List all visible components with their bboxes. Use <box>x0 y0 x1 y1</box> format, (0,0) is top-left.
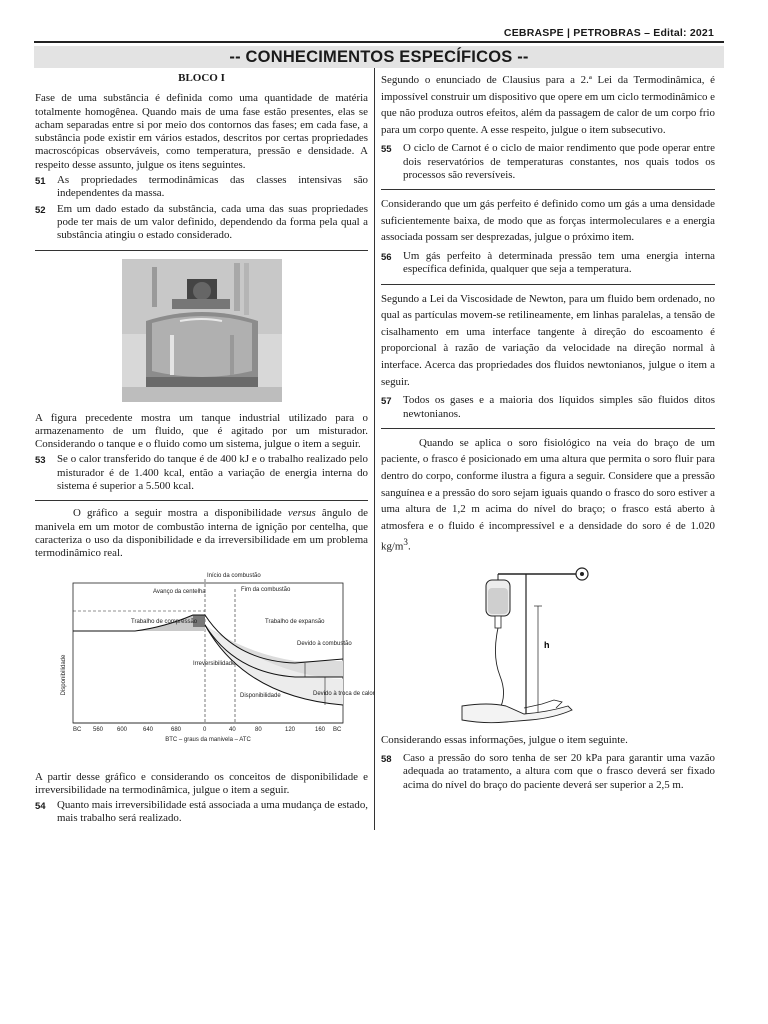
question-number: 57 <box>381 396 392 408</box>
graph-paragraph: A partir desse gráfico e considerando os conceitos de disponibilidade e irreversibilidade na termodinâmica, julgue o item a seguir. <box>35 770 368 796</box>
tick-label: 0 <box>203 726 207 733</box>
label-avanco: Avanço da centelha <box>153 588 206 595</box>
tick-bc-left: BC <box>73 726 82 733</box>
section-title: -- CONHECIMENTOS ESPECÍFICOS -- <box>34 46 724 68</box>
question-item <box>381 752 715 792</box>
graph-xlabel: BTC – graus da manivela – ATC <box>165 736 251 743</box>
soro-paragraph <box>381 435 715 556</box>
question-text: Todos os gases e a maioria dos líquidos simples são fluidos ditos newtonianos. <box>403 394 715 420</box>
tick-label: 600 <box>117 726 128 733</box>
tick-label: 680 <box>171 726 182 733</box>
label-disp: Disponibilidade <box>240 692 281 699</box>
label-inicio: Início da combustão <box>207 572 261 579</box>
soro-superscript: 3 <box>403 537 408 548</box>
question-item <box>381 250 715 277</box>
label-fim: Fim da combustão <box>241 586 291 593</box>
question-number: 54 <box>35 801 46 813</box>
section-divider <box>35 250 368 251</box>
graph-intro-b: ângulo de manivela em um motor de combustão interna de ignição por centelha, que caracteriza o uso da disponibilidade e da irreversibilidade em um problema termodinâmico real. <box>35 507 368 560</box>
question-text: Um gás perfeito à determinada pressão tem uma energia interna específica definida, qualquer que seja a temperatura. <box>403 250 715 276</box>
question-item <box>35 799 368 826</box>
graph-intro-italic: versus <box>287 507 316 520</box>
tick-label: 560 <box>93 726 104 733</box>
question-text: Caso a pressão do soro tenha de ser 20 kPa para garantir uma vazão adequada ao tratamento, a altura com que o frasco deverá ser fixado acima do nível do braço do paciente deverá ser superior a 2,5 m. <box>403 752 715 791</box>
label-devido-comb: Devido à combustão <box>297 640 352 647</box>
tick-label: 40 <box>229 726 236 733</box>
availability-graph <box>35 565 375 765</box>
tick-label: 160 <box>315 726 326 733</box>
clausius-paragraph: Segundo o enunciado de Clausius para a 2.ª Lei da Termodinâmica, é impossível construir um dispositivo que opere em um ciclo termodinâmico e que não produza outros efeitos, além da passagem de calor de um corpo frio para um corpo quente. A esse respeito, julgue o item subsecutivo. <box>381 74 715 136</box>
question-text: Quanto mais irreversibilidade está associada a uma mudança de estado, mais trabalho será realizado. <box>57 799 368 825</box>
soro-end: . <box>407 540 411 553</box>
newton-paragraph: Segundo a Lei da Viscosidade de Newton, para um fluido bem ordenado, no qual as partículas movem-se retilineamente, em linhas paralelas, a tensão de cisalhamento em uma interface tangente à direção do escoamento é proporcional à razão de variação da velocidade na direção normal à interface. Acerca das propriedades dos fluidos newtonianos, julgue o item a seguir. <box>381 292 715 388</box>
industrial-tank-photo <box>122 259 282 402</box>
label-devido-troca: Devido à troca de calor <box>313 690 375 697</box>
label-irrev: Irreversibilidade <box>193 660 236 667</box>
question-text: O ciclo de Carnot é o ciclo de maior rendimento que pode operar entre dois reservatórios de temperaturas constantes, nos quais todos os processos são reversíveis. <box>403 142 715 181</box>
gas-paragraph: Considerando que um gás perfeito é definido como um gás a uma densidade suficientemente baixa, de modo que as forças intermoleculares e a energia associada possam ser desprezadas, julgue o próximo item. <box>381 198 715 244</box>
graph-intro-paragraph <box>35 507 368 560</box>
question-text: Se o calor transferido do tanque é de 400 kJ e o trabalho realizado pelo misturador é de 1.400 kcal, então a variação de energia interna do sistema é superior a 5.500 kcal. <box>57 453 368 493</box>
section-divider <box>381 189 715 190</box>
section-divider <box>381 428 715 429</box>
question-number: 52 <box>35 204 46 216</box>
exam-header: CEBRASPE | PETROBRAS – Edital: 2021 <box>503 27 714 39</box>
question-item <box>35 174 368 201</box>
label-trab-comp: Trabalho de compressão <box>131 618 198 625</box>
question-text: Em um dado estado da substância, cada uma das suas propriedades pode ter mais de um valor definido, dependendo da forma pela qual a substância atingiu o estado considerado. <box>57 202 368 242</box>
question-number: 51 <box>35 176 46 188</box>
tick-label: 120 <box>285 726 296 733</box>
tank-paragraph: A figura precedente mostra um tanque industrial utilizado para o armazenamento de um fluido, que é agitado por um misturador. Considerando o tanque e o fluido como um sistema, julgue o item a seguir. <box>35 411 368 451</box>
question-item <box>381 394 715 421</box>
question-number: 56 <box>381 252 392 264</box>
question-item <box>35 453 368 493</box>
question-number: 58 <box>381 754 392 766</box>
graph-intro-a: O gráfico a seguir mostra a disponibilidade <box>73 507 288 520</box>
tick-label: 80 <box>255 726 262 733</box>
question-item <box>35 203 368 243</box>
label-trab-exp: Trabalho de expansão <box>265 618 325 625</box>
tick-bc-right: BC <box>333 726 342 733</box>
header-rule <box>34 41 724 43</box>
column-divider <box>374 68 375 830</box>
tick-label: 640 <box>143 726 154 733</box>
right-column <box>381 72 715 792</box>
left-column <box>35 72 375 826</box>
intro-paragraph: Fase de uma substância é definida como uma quantidade de matéria totalmente homogênea. Quando mais de uma fase estão presentes, elas se acham separadas entre si por meio dos contornos das fases; em cada fase, a substância pode existir em vários estados, descritos por certas propriedades macroscópicas observáveis, como temperatura, pressão e densidade. A respeito desse assunto, julgue os itens seguintes. <box>35 92 368 171</box>
question-text: As propriedades termodinâmicas das classes intensivas são independentes da massa. <box>57 174 368 200</box>
soro-after-paragraph: Considerando essas informações, julgue o item seguinte. <box>381 733 628 746</box>
question-item <box>381 142 715 182</box>
section-divider <box>35 500 368 501</box>
section-divider <box>381 284 715 285</box>
graph-ylabel: Disponibilidade <box>61 654 67 695</box>
height-label-h: h <box>544 639 550 650</box>
block-title: BLOCO I <box>178 72 225 84</box>
soro-text: Quando se aplica o soro fisiológico na veia do braço de um paciente, o frasco é posicionado em uma altura que permita o soro fluir para dentro do corpo, conforme ilustra a figura a seguir. Considere que a pressão sanguínea e a pressão do soro sejam iguais quando o frasco do soro estiver a uma altura de 1,2 m acima do nível do braço; o frasco está aberto à atmosfera e o fluido é incompressível e a densidade do soro é de 1.020 kg/m <box>381 436 715 553</box>
question-number: 55 <box>381 144 392 156</box>
question-number: 53 <box>35 455 46 467</box>
iv-drip-illustration <box>458 566 638 726</box>
